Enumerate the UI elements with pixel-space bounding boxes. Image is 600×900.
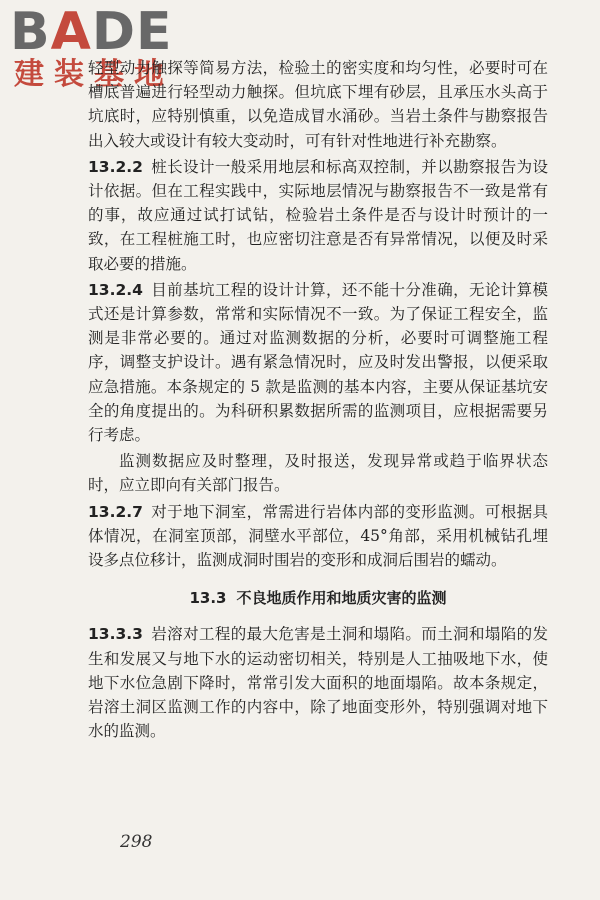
clause-13-3-3 bbox=[88, 622, 548, 743]
page-number: 298 bbox=[120, 832, 153, 852]
clause-number: 13.2.7 bbox=[88, 502, 143, 521]
clause-number: 13.3.3 bbox=[88, 625, 143, 644]
page-body bbox=[88, 56, 548, 745]
clause-text: 桩长设计一般采用地层和标高双控制，并以勘察报告为设计依据。但在工程实践中，实际地层情况与勘察报告不一致是常有的事，故应通过试打试钻，检验岩土条件是否与设计时预计的一致，在工程桩施工时，也应密切注意是否有异常情况，以便及时采取必要的措施。 bbox=[88, 157, 548, 273]
paragraph-text: 监测数据应及时整理，及时报送，发现异常或趋于临界状态时，应立即向有关部门报告。 bbox=[88, 452, 548, 495]
watermark-word: BADE bbox=[10, 2, 173, 62]
section-number: 13.3 bbox=[189, 589, 227, 608]
paragraph-text: 轻型动力触探等简易方法，检验土的密实度和均匀性，必要时可在槽底普遍进行轻型动力触探。但坑底下埋有砂层，且承压水头高于坑底时，应特别慎重，以免造成冒水涌砂。当岩土条件与勘察报告出入较大或设计有较大变动时，可有针对性地进行补充勘察。 bbox=[88, 59, 548, 150]
clause-text: 目前基坑工程的设计计算，还不能十分准确，无论计算模式还是计算参数，常常和实际情况不一致。为了保证工程安全，监测是非常必要的。通过对监测数据的分析，必要时可调整施工程序，调整支护设计。遇有紧急情况时，应及时发出警报，以便采取应急措施。本条规定的 5 款是监测的基本内容，主要从保证基坑安全的角度提出的。为科研积累数据所需的监测项目，应根据需要另行考虑。 bbox=[88, 280, 548, 445]
clause-13-2-2 bbox=[88, 155, 548, 276]
clause-text: 岩溶对工程的最大危害是土洞和塌陷。而土洞和塌陷的发生和发展又与地下水的运动密切相关，特别是人工抽吸地下水，使地下水位急剧下降时，常常引发大面积的地面塌陷。故本条规定，岩溶土洞区监测工作的内容中，除了地面变形外，特别强调对地下水的监测。 bbox=[88, 625, 548, 741]
clause-text: 对于地下洞室，常需进行岩体内部的变形监测。可根据具体情况，在洞室顶部，洞壁水平部位，45°角部，采用机械钻孔埋设多点位移计，监测成洞时围岩的变形和成洞后围岩的蠕动。 bbox=[88, 502, 548, 570]
watermark-chinese: 建装基地 bbox=[14, 57, 174, 92]
paragraph-intro bbox=[88, 56, 548, 153]
clause-number: 13.2.4 bbox=[88, 280, 143, 299]
clause-13-2-7 bbox=[88, 500, 548, 573]
clause-13-2-4-continuation bbox=[88, 449, 548, 497]
clause-number: 13.2.2 bbox=[88, 157, 143, 176]
clause-13-2-4 bbox=[88, 278, 548, 447]
section-title-text: 不良地质作用和地质灾害的监测 bbox=[236, 589, 447, 608]
section-heading bbox=[88, 586, 548, 610]
